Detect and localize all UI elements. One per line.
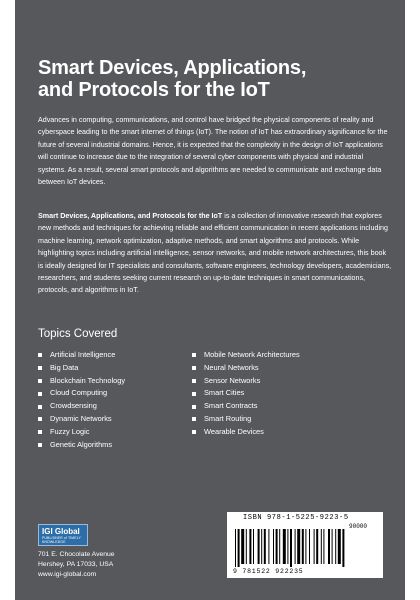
- bullet-icon: [192, 430, 196, 434]
- book-title-line-2: and Protocols for the IoT: [38, 79, 270, 101]
- barcode-bar: [314, 529, 315, 564]
- barcode-bar: [249, 529, 251, 564]
- barcode-bar: [297, 529, 300, 564]
- topic-label: Crowdsensing: [50, 401, 97, 411]
- topic-label: Smart Cities: [204, 388, 245, 398]
- publisher-website: www.igi-global.com: [38, 570, 97, 578]
- barcode-bar: [342, 529, 344, 567]
- bullet-icon: [192, 392, 196, 396]
- address-line-1: 701 E. Chocolate Avenue: [38, 551, 115, 558]
- barcode-bar: [253, 529, 254, 564]
- barcode-bar: [279, 529, 280, 564]
- barcode-bar: [290, 529, 292, 567]
- topic-label: Smart Routing: [204, 413, 252, 423]
- barcode-bar: [305, 529, 306, 564]
- bullet-icon: [38, 379, 42, 383]
- topic-label: Smart Contracts: [204, 401, 258, 411]
- bullet-icon: [192, 379, 196, 383]
- topic-item: [38, 400, 125, 413]
- description-book-title: Smart Devices, Applications, and Protocols for the IoT: [38, 212, 223, 220]
- book-back-cover: [15, 0, 405, 600]
- bullet-icon: [38, 443, 42, 447]
- bullet-icon: [38, 405, 42, 409]
- topic-item: [38, 439, 125, 452]
- barcode-bar: [246, 529, 247, 564]
- topic-label: Artificial Intelligence: [50, 350, 116, 359]
- topic-label: Genetic Algorithms: [50, 439, 113, 449]
- bullet-icon: [192, 405, 196, 409]
- topic-label: Dynamic Networks: [50, 413, 112, 423]
- barcode-bar: [295, 529, 296, 564]
- topics-list-left: [38, 349, 125, 451]
- bullet-icon: [38, 353, 42, 357]
- topic-item: [38, 387, 125, 400]
- topic-label: Mobile Network Architectures: [204, 350, 300, 359]
- bullet-icon: [192, 417, 196, 421]
- address-line-2: Hershey, PA 17033, USA: [38, 560, 114, 568]
- barcode-bar: [338, 529, 341, 564]
- intro-paragraph: Advances in computing, communications, and control have bridged the physical components of reality and cyberspace leading to the smart internet of things (IoT). The notion of IoT has extraordinary significance for the future of several industrial domains. Hence, it is expected that the complexity in the design of IoT applications will continue to increase due to the integration of several cyber components with physical and industrial systems. As a result, several smart protocols and algorithms are needed to communicate and exchange data between IoT devices.: [38, 116, 388, 187]
- topics-heading: Topics Covered: [38, 328, 118, 340]
- barcode-bar: [328, 529, 330, 564]
- barcode-bar: [276, 529, 278, 564]
- bullet-icon: [38, 417, 42, 421]
- barcode-bar: [309, 529, 310, 564]
- description-body: is a collection of innovative research that explores new methods and techniques for achieving reliable and efficient communication in recent applications including machine learning, network optimization, adaptive methods, and smart algorithms and protocols. While highlighting topics including artificial intelligence, sensor networks, and mobile network architectures, this book is ideally designed for IT specialists and consultants, software engineers, technology developers, academicians, researchers, and students seeking current research on up-to-date techniques in smart communications, protocols, and algorithms in IoT.: [38, 212, 392, 295]
- barcode-bar: [287, 529, 288, 564]
- topic-item: [38, 426, 125, 439]
- barcode-digits: 9 781522 922235: [233, 568, 304, 575]
- topic-item: [192, 362, 300, 375]
- barcode-bar: [273, 529, 274, 564]
- topic-item: [38, 375, 125, 388]
- publisher-logo: [38, 524, 88, 546]
- topic-item: [192, 375, 300, 388]
- publisher-logo-name: IGI Global: [42, 527, 80, 536]
- book-title-line-1: Smart Devices, Applications,: [38, 57, 307, 79]
- topic-item: [192, 387, 300, 400]
- barcode-bar: [241, 529, 244, 564]
- topics-list-right: [192, 349, 300, 439]
- topic-label: Neural Networks: [204, 362, 259, 372]
- bullet-icon: [192, 353, 196, 357]
- topic-item: [192, 400, 300, 413]
- topic-label: Blockchain Technology: [50, 375, 126, 385]
- topic-label: Cloud Computing: [50, 388, 108, 398]
- barcode-bar: [258, 529, 260, 564]
- barcode-bar: [332, 529, 333, 564]
- barcode-bar: [283, 529, 286, 564]
- book-title: [38, 57, 388, 101]
- bullet-icon: [38, 430, 42, 434]
- barcode-bar: [261, 529, 262, 564]
- isbn-text: ISBN 978-1-5225-9223-5: [243, 514, 349, 522]
- barcode-bar: [302, 529, 304, 564]
- bullet-icon: [192, 366, 196, 370]
- bullet-icon: [38, 366, 42, 370]
- topic-item: [38, 362, 125, 375]
- topic-label: Sensor Networks: [204, 375, 261, 385]
- topic-item: [38, 413, 125, 426]
- barcode-bar: [323, 529, 324, 564]
- publisher-logo-tagline: PUBLISHER of TIMELY KNOWLEDGE: [42, 536, 81, 544]
- isbn-barcode: [227, 512, 383, 578]
- topic-item: [192, 426, 300, 439]
- topic-label: Big Data: [50, 362, 79, 372]
- barcode-bar: [316, 529, 318, 564]
- publisher-address: [38, 550, 115, 579]
- barcode-bars: [235, 529, 375, 567]
- topic-label: Wearable Devices: [204, 426, 264, 436]
- topic-label: Fuzzy Logic: [50, 426, 90, 436]
- barcode-bar: [238, 529, 240, 567]
- barcode-bar: [235, 529, 236, 567]
- barcode-bar: [268, 529, 269, 564]
- description-paragraph: [38, 210, 393, 297]
- topic-item: [38, 349, 125, 362]
- topic-item: [192, 413, 300, 426]
- barcode-bar: [321, 529, 322, 564]
- barcode-bar: [335, 529, 336, 564]
- barcode-bar: [264, 529, 266, 564]
- bullet-icon: [38, 392, 42, 396]
- price-code: 90000: [349, 523, 368, 530]
- topic-item: [192, 349, 300, 362]
